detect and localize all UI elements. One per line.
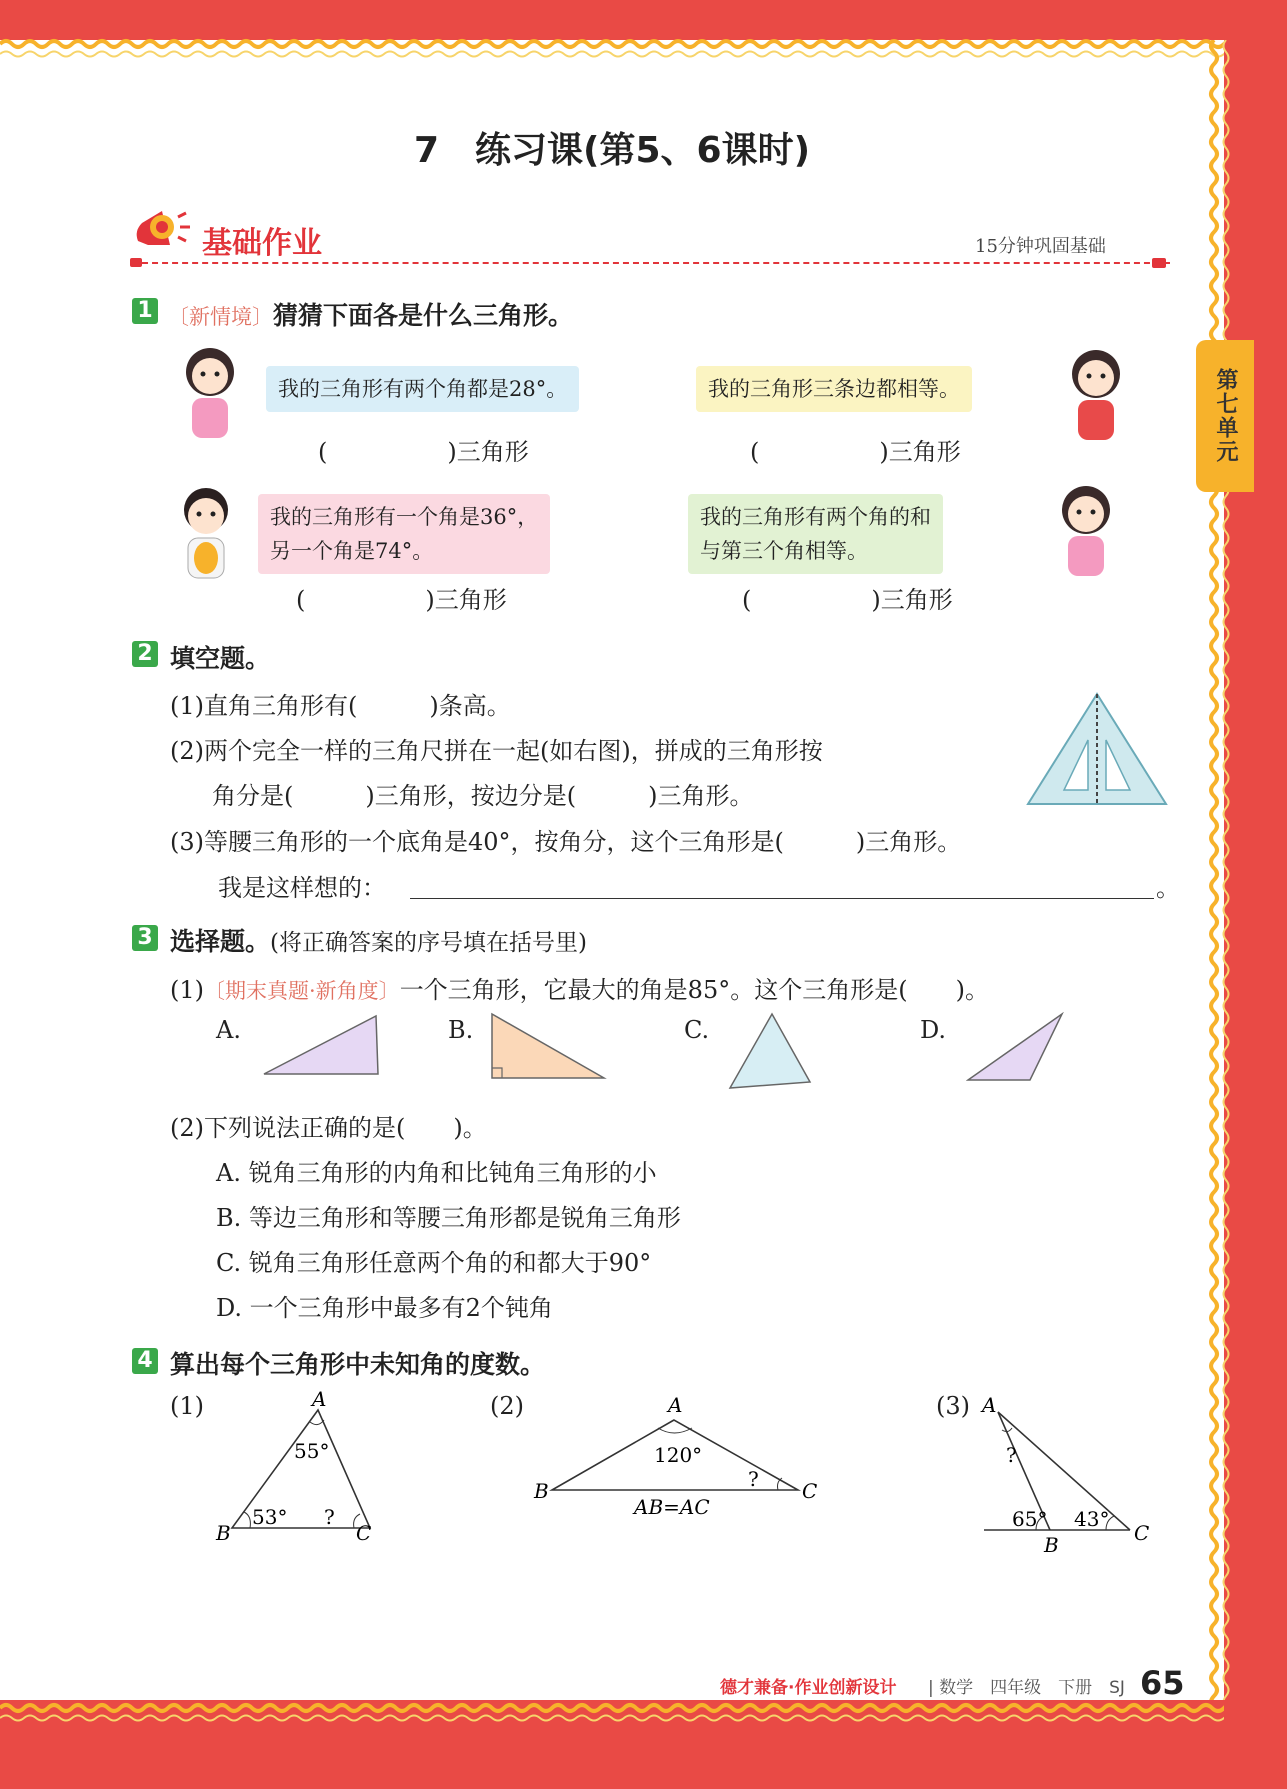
option-b-triangle [490, 1012, 608, 1082]
q3-part-1 [170, 970, 989, 1005]
question-3-note: (将正确答案的序号填在括号里) [270, 930, 587, 956]
question-number-1: 1 [132, 298, 158, 324]
speech-bubble-1: 我的三角形有两个角都是28°。 [266, 366, 579, 412]
q2-line-2: (2)两个完全一样的三角尺拼在一起(如右图)，拼成的三角形按 [170, 737, 823, 765]
q4-triangle-1-label: (1) [170, 1392, 204, 1420]
option-a-triangle [262, 1012, 382, 1078]
q4-triangle-3-label: (3) [936, 1392, 970, 1420]
q4-t3-angle-65: 65° [1012, 1507, 1048, 1531]
question-number-4: 4 [132, 1348, 158, 1374]
q4-triangle-1 [210, 1390, 390, 1550]
divider-end-right [1152, 258, 1166, 268]
q4-t1-vertex-b: B [216, 1521, 231, 1545]
speech-bubble-4 [688, 494, 943, 574]
q2-line-3: 角分是( )三角形，按边分是( )三角形。 [212, 782, 754, 810]
wavy-border-right [1200, 40, 1240, 1700]
q4-t2-vertex-a: A [668, 1393, 683, 1417]
q4-t1-angle-a: 55° [294, 1439, 330, 1463]
set-square-figure [1024, 690, 1170, 808]
megaphone-icon [128, 205, 198, 261]
girl-figure-1 [170, 340, 248, 450]
q3-part-1-prefix: (1) [170, 976, 204, 1004]
q2-answer-line[interactable] [410, 898, 1154, 899]
q3-part-1-tag: 〔期末真题·新角度〕 [204, 979, 400, 1003]
q4-t2-angle-a: 120° [654, 1443, 703, 1467]
wavy-border-top [0, 30, 1224, 70]
q2-line-5: 我是这样想的： [218, 874, 386, 902]
divider-end-left [130, 258, 142, 267]
speech-bubble-4-line-2: 与第三个角相等。 [700, 539, 868, 563]
q4-triangle-3 [978, 1390, 1158, 1560]
q4-t3-vertex-c: C [1134, 1521, 1150, 1545]
footer-brand: 德才兼备·作业创新设计 [720, 1678, 897, 1698]
section-subtitle: 15分钟巩固基础 [975, 236, 1106, 257]
option-c-label: C. [684, 1016, 710, 1044]
q4-t1-angle-c: ? [324, 1505, 335, 1529]
girl-figure-3 [1046, 478, 1126, 588]
q4-t2-note: AB=AC [634, 1495, 710, 1519]
question-3-text: 选择题。 [170, 927, 271, 956]
q2-line-1: (1)直角三角形有( )条高。 [170, 692, 511, 720]
q4-t2-vertex-b: B [534, 1479, 549, 1503]
section-divider [132, 262, 1170, 264]
speech-bubble-3-line-1: 我的三角形有一个角是36°， [270, 505, 539, 529]
question-1-tag: 〔新情境〕 [168, 305, 273, 329]
q4-t1-vertex-c: C [356, 1521, 372, 1545]
section-title: 基础作业 [202, 226, 322, 261]
speech-bubble-3-line-2: 另一个角是74°。 [270, 539, 434, 563]
q4-t1-angle-b: 53° [252, 1505, 288, 1529]
q4-t2-vertex-c: C [802, 1479, 818, 1503]
q3-part-2-option-c: C. 锐角三角形任意两个角的和都大于90° [216, 1249, 652, 1277]
speech-bubble-2: 我的三角形三条边都相等。 [696, 366, 972, 412]
q3-part-2: (2)下列说法正确的是( )。 [170, 1114, 487, 1142]
q4-t1-vertex-a: A [312, 1390, 327, 1411]
q3-part-2-option-a: A. 锐角三角形的内角和比钝角三角形的小 [216, 1159, 657, 1187]
q4-t3-angle-43: 43° [1074, 1507, 1110, 1531]
footer-book-info: | 数学 四年级 下册 SJ [928, 1678, 1125, 1698]
q2-line-4: (3)等腰三角形的一个底角是40°，按角分，这个三角形是( )三角形。 [170, 828, 962, 856]
q4-t3-angle-a: ? [1006, 1443, 1017, 1467]
answer-blank-1[interactable]: ( )三角形 [318, 438, 529, 466]
q4-t3-vertex-a: A [982, 1393, 997, 1417]
boy-figure [166, 480, 246, 590]
unit-side-tab: 第七单元 [1196, 340, 1254, 492]
q4-triangle-2 [530, 1390, 830, 1520]
question-4-text: 算出每个三角形中未知角的度数。 [170, 1350, 546, 1379]
q4-triangle-2-label: (2) [490, 1392, 524, 1420]
question-1-heading [168, 296, 573, 332]
question-number-2: 2 [132, 641, 158, 667]
question-number-3: 3 [132, 925, 158, 951]
q2-line-5-end: 。 [1156, 874, 1180, 902]
speech-bubble-4-line-1: 我的三角形有两个角的和 [700, 505, 931, 529]
q3-part-2-option-d: D. 一个三角形中最多有2个钝角 [216, 1294, 553, 1322]
question-3-heading [170, 922, 587, 958]
speech-bubble-3 [258, 494, 550, 574]
girl-figure-2 [1056, 342, 1136, 452]
q4-t2-angle-c: ? [748, 1467, 759, 1491]
page-title: 7 练习课(第5、6课时) [413, 130, 811, 171]
question-2-text: 填空题。 [170, 644, 271, 673]
answer-blank-3[interactable]: ( )三角形 [296, 586, 507, 614]
q3-part-1-text: 一个三角形，它最大的角是85°。这个三角形是( )。 [399, 976, 989, 1004]
option-b-label: B. [448, 1016, 474, 1044]
option-d-triangle [966, 1012, 1068, 1084]
option-a-label: A. [216, 1016, 241, 1044]
question-1-text: 猜猜下面各是什么三角形。 [273, 301, 574, 330]
q4-t3-vertex-b: B [1044, 1533, 1059, 1557]
answer-blank-4[interactable]: ( )三角形 [742, 586, 953, 614]
option-c-triangle [728, 1012, 814, 1092]
q3-part-2-option-b: B. 等边三角形和等腰三角形都是锐角三角形 [216, 1204, 681, 1232]
answer-blank-2[interactable]: ( )三角形 [750, 438, 961, 466]
option-d-label: D. [920, 1016, 947, 1044]
page-number: 65 [1140, 1664, 1185, 1702]
